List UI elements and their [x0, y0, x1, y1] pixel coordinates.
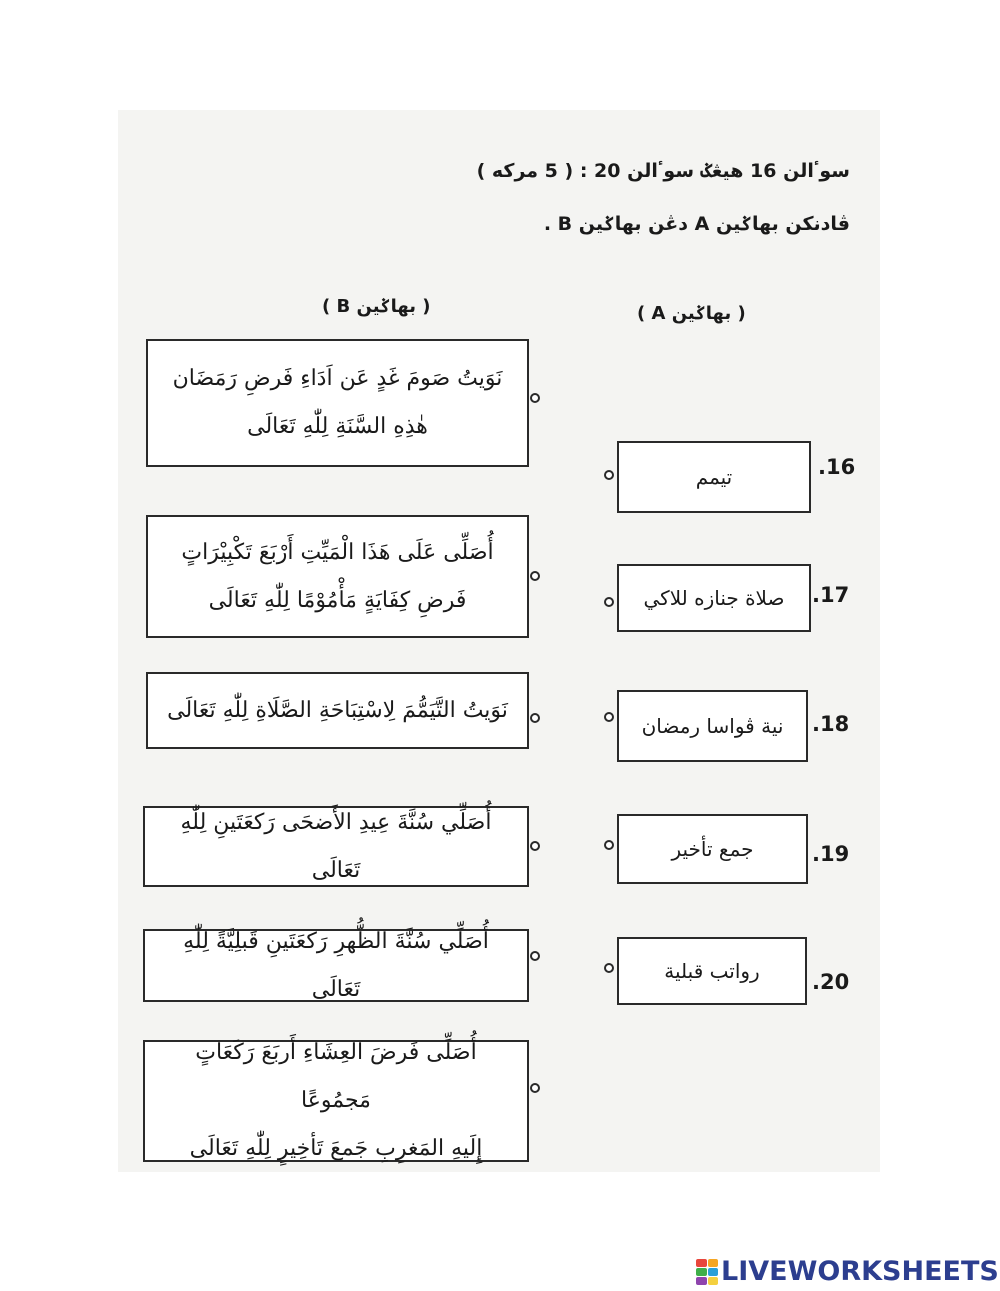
answer-b-2-line2: فَرضِ كِفَايَةٍ مَأْمُوْمًا لِلّٰهِ تَعَالَى: [208, 587, 467, 613]
answer-b-1: [146, 339, 529, 467]
answer-b-2-line1: أُصَلِّى عَلَى هَذَا الْمَيِّتِ أَرْبَعَ تَكْبِيْرَاتٍ: [181, 539, 494, 565]
column-a-label: ( بهاݢين A ): [637, 303, 746, 324]
question-17-number: .17: [812, 583, 850, 607]
question-20-connector[interactable]: [604, 963, 614, 973]
answer-b-4-line1: أُصَلِّي سُنَّةَ عِيدِ الأَضحَى رَكعَتَينِ لِلّٰهِ تَعَالَى: [180, 809, 492, 883]
instruction-text: ڤادنکن بهاݢين A دڠن بهاݢين B .: [543, 213, 850, 235]
question-19-box: [617, 814, 808, 884]
answer-b-3-line1: نَوَيتُ التَّيَمُّمَ لِاسْتِبَاحَةِ الصَّلَاةِ لِلّٰهِ تَعَالَى: [167, 697, 508, 723]
answer-b-1-connector[interactable]: [530, 393, 540, 403]
question-18-number: .18: [812, 712, 850, 736]
question-18-text: نية ڤواسا رمضان: [641, 714, 784, 738]
answer-b-3-connector[interactable]: [530, 713, 540, 723]
liveworksheets-wordmark: LIVEWORKSHEETS: [721, 1256, 999, 1287]
answer-b-5: [143, 929, 529, 1002]
question-17-box: [617, 564, 811, 632]
question-19-number: .19: [812, 842, 850, 866]
question-20-box: [617, 937, 807, 1005]
answer-b-5-connector[interactable]: [530, 951, 540, 961]
answer-b-4: [143, 806, 529, 887]
answer-b-4-connector[interactable]: [530, 841, 540, 851]
answer-b-6-line1: أُصَلِّى فَرضَ العِشَاءِ أَربَعَ رَكَعَاتٍ مَجمُوعًا: [195, 1040, 477, 1113]
answer-b-2: [146, 515, 529, 638]
answer-b-5-line1: أُصَلِّي سُنَّةَ الظُّهرِ رَكعَتَينِ قَبلِيَّةً لِلّٰهِ تَعَالَى: [183, 928, 489, 1002]
question-20-number: .20: [812, 970, 850, 994]
answer-b-3: [146, 672, 529, 749]
question-19-text: جمع تأخير: [671, 837, 754, 861]
question-16-number: .16: [818, 455, 856, 479]
question-16-box: [617, 441, 811, 513]
question-20-text: رواتب قبلية: [664, 959, 760, 983]
question-18-box: [617, 690, 808, 762]
answer-b-6-line2: إِلَيهِ المَغرِبِ جَمعَ تَأخِيرٍ لِلّٰهِ تَعَالَى: [189, 1136, 483, 1161]
question-17-text: صلاة جنازه للاکي: [643, 586, 785, 610]
question-18-connector[interactable]: [604, 712, 614, 722]
answer-b-6-connector[interactable]: [530, 1083, 540, 1093]
liveworksheets-logo-icon: [696, 1259, 718, 1285]
question-16-text: تيمم: [695, 465, 733, 489]
answer-b-1-line2: هٰذِهِ السَّنَةِ لِلّٰهِ تَعَالَى: [247, 414, 428, 439]
question-19-connector[interactable]: [604, 840, 614, 850]
answer-b-6: [143, 1040, 529, 1162]
question-range-heading: سوٴالن 16 هيڠݢ سوٴالن 20 : ( 5 مرکه ): [476, 160, 850, 182]
question-16-connector[interactable]: [604, 470, 614, 480]
answer-b-2-connector[interactable]: [530, 571, 540, 581]
answer-b-1-line1: نَوَيتُ صَومَ غَدٍ عَن اَدَاءِ فَرضِ رَمَضَان: [172, 366, 503, 391]
question-17-connector[interactable]: [604, 597, 614, 607]
liveworksheets-brand: [696, 1256, 999, 1287]
column-b-label: ( بهاݢين B ): [322, 296, 431, 317]
